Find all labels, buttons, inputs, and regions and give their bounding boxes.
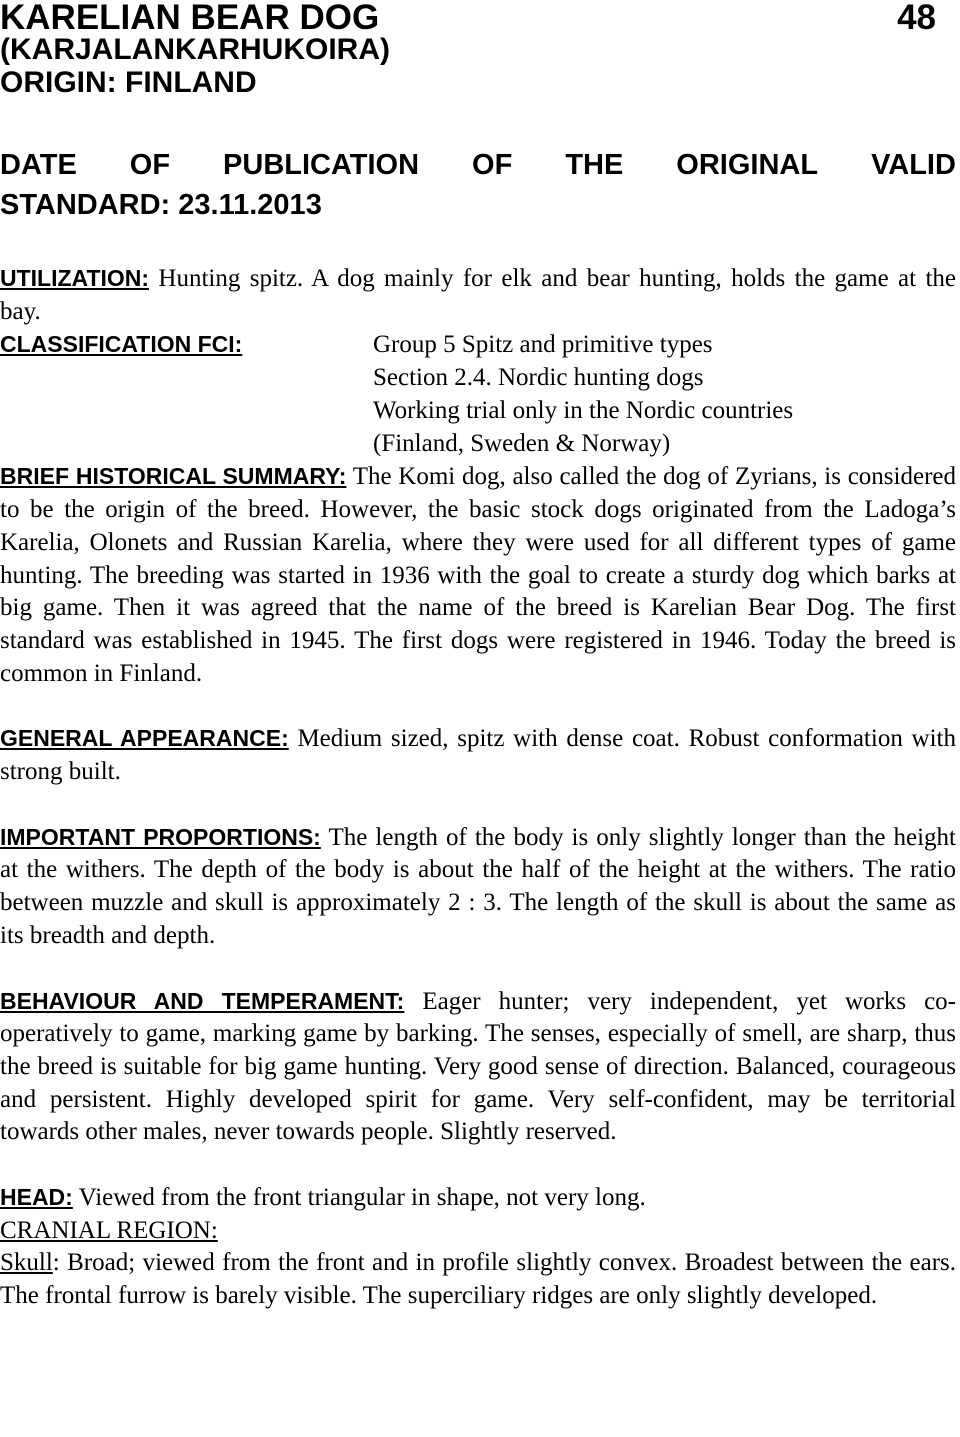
proportions-paragraph — [0, 821, 956, 953]
cranial-region-heading: CRANIAL REGION: — [0, 1216, 218, 1244]
skull-label: Skull — [0, 1249, 53, 1277]
history-label: BRIEF HISTORICAL SUMMARY: — [0, 463, 347, 490]
breed-title: KARELIAN BEAR DOG — [0, 0, 380, 37]
classification-line: Section 2.4. Nordic hunting dogs — [373, 364, 704, 392]
skull-paragraph — [0, 1247, 956, 1312]
history-text: The Komi dog, also called the dog of Zyrians, is considered to be the origin of the breed. However, the basic stock dogs originated from the Ladoga’s Karelia, Olonets and Russian Karelia, where they were used for all different types of game hunting. The breeding was started in 1936 with the goal to create a sturdy dog which barks at big game. Then it was agreed that the name of the breed is Karelian Bear Dog. The first standard was established in 1945. The first dogs were registered in 1946. Today the breed is common in Finland. — [0, 463, 956, 687]
native-name: (KARJALANKARHUKOIRA) — [0, 33, 390, 66]
head-text: Viewed from the front triangular in shape, not very long. — [72, 1184, 646, 1212]
head-paragraph — [0, 1181, 956, 1215]
utilization-text: Hunting spitz. A dog mainly for elk and bear hunting, holds the game at the bay. — [0, 265, 956, 325]
publication-line-2: STANDARD: 23.11.2013 — [0, 189, 322, 221]
proportions-label: IMPORTANT PROPORTIONS: — [0, 823, 321, 850]
head-label: HEAD: — [0, 1184, 73, 1211]
classification-block — [0, 328, 956, 460]
history-paragraph — [0, 460, 956, 690]
behaviour-paragraph — [0, 985, 956, 1150]
behaviour-text: Eager hunter; very independent, yet works co-operatively to game, marking game by barking. The senses, especially of smell, are sharp, thus the breed is suitable for big game hunting. Very good sense of direction. Balanced, courageous and persistent. Highly developed spirit for game. Very self-confident, may be territorial towards other males, never towards people. Slightly reserved. — [0, 987, 956, 1146]
classification-line: (Finland, Sweden & Norway) — [373, 430, 671, 458]
classification-line: Group 5 Spitz and primitive types — [373, 331, 713, 359]
general-appearance-label: GENERAL APPEARANCE: — [0, 725, 289, 752]
origin-line: ORIGIN: FINLAND — [0, 66, 257, 99]
behaviour-label: BEHAVIOUR AND TEMPERAMENT: — [0, 987, 405, 1014]
publication-date — [0, 145, 956, 225]
skull-text: : Broad; viewed from the front and in profile slightly convex. Broadest between the ears. The frontal furrow is barely visible. The superciliary ridges are only slightly developed. — [0, 1249, 956, 1310]
general-appearance-text: Medium sized, spitz with dense coat. Robust conformation with strong built. — [0, 725, 956, 786]
proportions-text: The length of the body is only slightly longer than the height at the withers. The depth of the body is about the half of the height at the withers. The ratio between muzzle and skull is approximately 2 : 3. The length of the skull is about the same as its breadth and depth. — [0, 823, 957, 949]
classification-line: Working trial only in the Nordic countries — [373, 397, 794, 425]
classification-label: CLASSIFICATION FCI: — [0, 331, 243, 358]
publication-line-1: DATE OF PUBLICATION OF THE ORIGINAL VALID — [0, 149, 956, 181]
page-number: 48 — [897, 0, 936, 37]
title-row — [0, 0, 956, 35]
utilization-label: UTILIZATION: — [0, 265, 150, 291]
general-appearance-paragraph — [0, 722, 956, 788]
utilization-paragraph — [0, 262, 956, 328]
